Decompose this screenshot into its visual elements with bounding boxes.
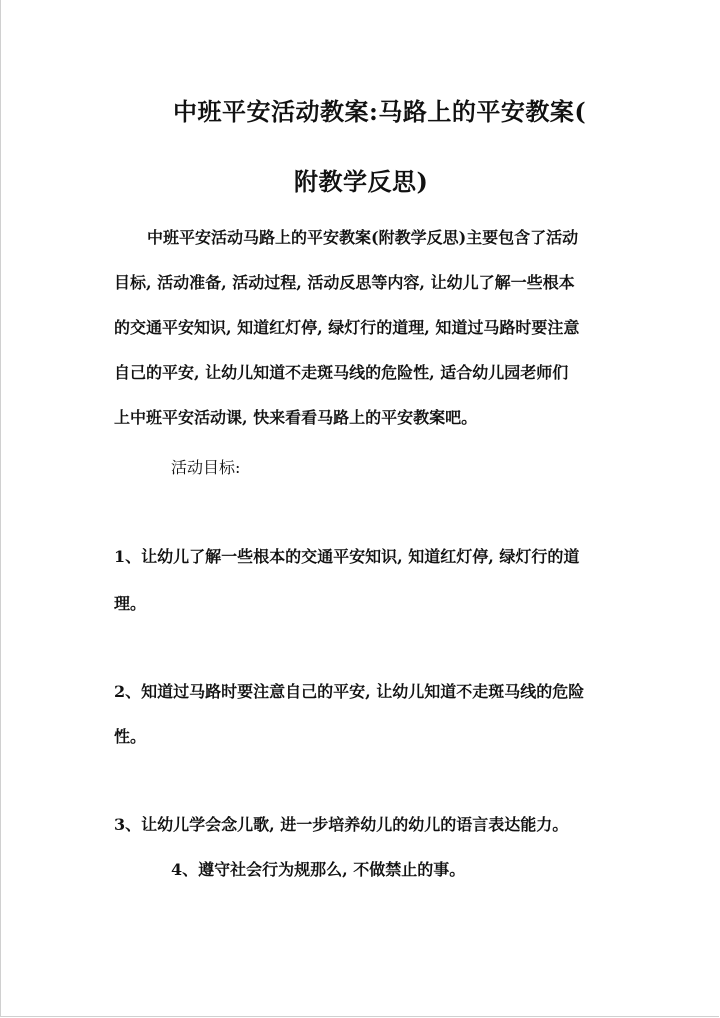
goal-2-line-1: 2、知道过马路时要注意自己的平安, 让幼儿知道不走斑马线的危险 xyxy=(114,682,585,701)
goal-3: 3、让幼儿学会念儿歌, 进一步培养幼儿的幼儿的语言表达能力。 xyxy=(114,815,569,834)
intro-line-3: 的交通平安知识, 知道红灯停, 绿灯行的道理, 知道过马路时要注意 xyxy=(114,318,580,337)
goal-2-line-2: 性。 xyxy=(114,727,147,746)
goal-1-line-1: 1、让幼儿了解一些根本的交通平安知识, 知道红灯停, 绿灯行的道 xyxy=(114,547,580,566)
intro-line-2: 目标, 活动准备, 活动过程, 活动反思等内容, 让幼儿了解一些根本 xyxy=(114,273,575,292)
intro-line-4: 自己的平安, 让幼儿知道不走斑马线的危险性, 适合幼儿园老师们 xyxy=(114,363,569,382)
intro-line-1: 中班平安活动马路上的平安教案(附教学反思)主要包含了活动 xyxy=(147,228,579,247)
goals-heading: 活动目标: xyxy=(171,458,241,477)
document-title-line-2: 附教学反思) xyxy=(294,167,429,196)
document-title-line-1: 中班平安活动教案:马路上的平安教案( xyxy=(173,97,587,126)
goal-1-line-2: 理。 xyxy=(114,594,147,613)
goal-4: 4、遵守社会行为规那么, 不做禁止的事。 xyxy=(171,860,466,879)
intro-line-5: 上中班平安活动课, 快来看看马路上的平安教案吧。 xyxy=(114,408,478,427)
